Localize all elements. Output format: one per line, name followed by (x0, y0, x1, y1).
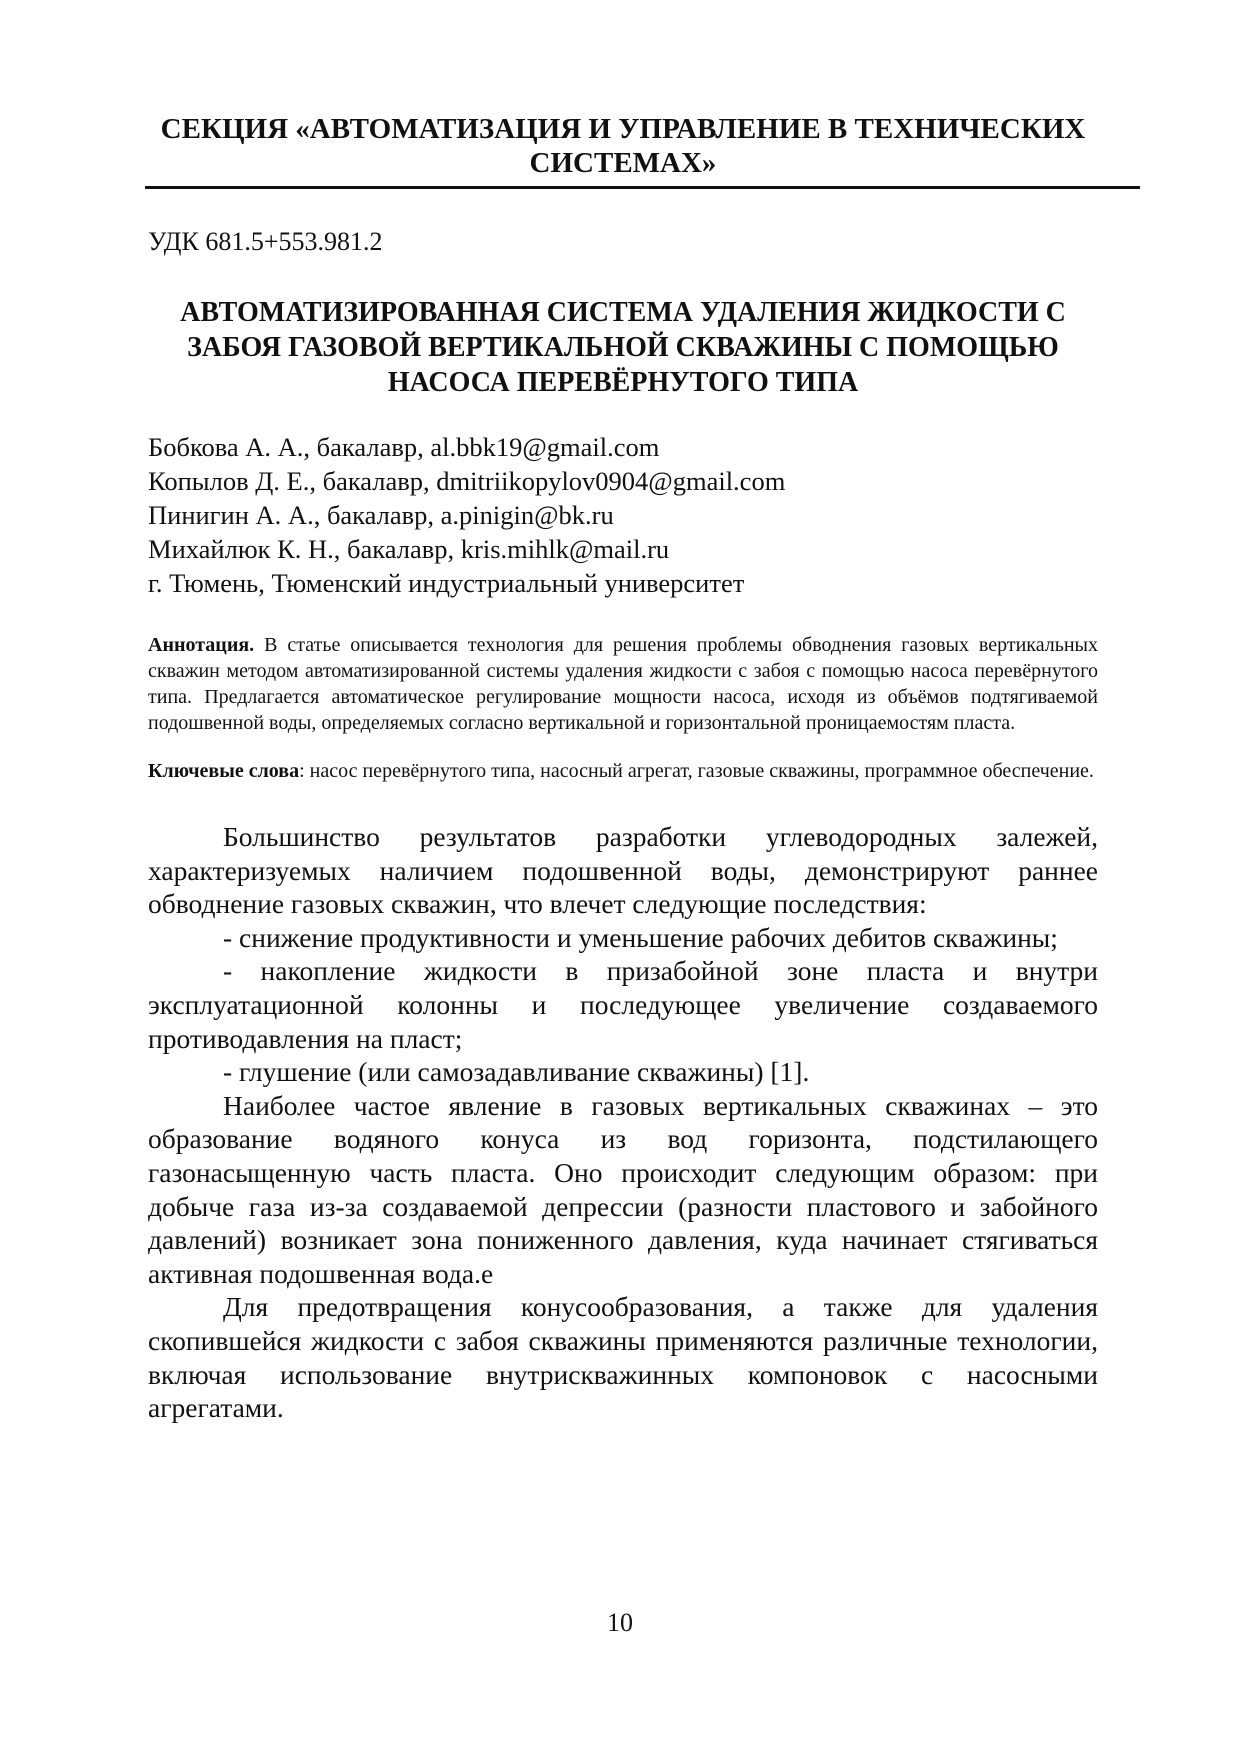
abstract-label: Аннотация. (148, 634, 255, 656)
body-paragraph: Наиболее частое явление в газовых вертикальных скважинах – это образование водяного конуса из вод горизонта, подстилающего газонасыщенную часть пласта. Оно происходит следующим образом: при добыче газа из-за создаваемой депрессии (разности пластового и забойного давлений) возникает зона пониженного давления, куда начинает стягиваться активная подошвенная вода.е (148, 1089, 1098, 1289)
body-text (148, 820, 1098, 1425)
body-paragraph: - накопление жидкости в призабойной зоне пласта и внутри эксплуатационной колонны и последующее увеличение создаваемого противодавления на пласт; (148, 955, 1098, 1054)
author-line: Бобкова А. А., бакалавр, al.bbk19@gmail.com (148, 432, 660, 462)
abstract-text: В статье описывается технология для решения проблемы обводнения газовых вертикальных скважин методом автоматизированной системы удаления жидкости с забоя с помощью насоса перевёрнутого типа. Предлагается автоматическое регулирование мощности насоса, исходя из объёмов подтягиваемой подошвенной воды, определяемых согласно вертикальной и горизонтальной проницаемостям пласта. (148, 634, 1098, 734)
article-title: АВТОМАТИЗИРОВАННАЯ СИСТЕМА УДАЛЕНИЯ ЖИДКОСТИ С ЗАБОЯ ГАЗОВОЙ ВЕРТИКАЛЬНОЙ СКВАЖИНЫ С ПОМОЩЬЮ НАСОСА ПЕРЕВЁРНУТОГО ТИПА (180, 297, 1066, 398)
keywords (148, 758, 1098, 784)
keywords-label: Ключевые слова (148, 760, 300, 782)
author-line: Копылов Д. Е., бакалавр, dmitriikopylov0904@gmail.com (148, 466, 786, 496)
author-line: Пинигин А. А., бакалавр, a.pinigin@bk.ru (148, 500, 614, 530)
affiliation-line: г. Тюмень, Тюменский индустриальный университет (148, 568, 745, 598)
section-title: СЕКЦИЯ «АВТОМАТИЗАЦИЯ И УПРАВЛЕНИЕ В ТЕХНИЧЕСКИХ СИСТЕМАХ» (160, 113, 1086, 179)
udk-code: УДК 681.5+553.981.2 (148, 227, 383, 256)
author-line: Михайлюк К. Н., бакалавр, kris.mihlk@mail.ru (148, 534, 670, 564)
body-paragraph: - глушение (или самозадавливание скважины) [1]. (223, 1056, 810, 1088)
page-number: 10 (607, 1608, 633, 1637)
keywords-text: : насос перевёрнутого типа, насосный агрегат, газовые скважины, программное обеспечение. (299, 760, 1094, 782)
body-paragraph: Для предотвращения конусообразования, а также для удаления скопившейся жидкости с забоя скважины применяются различные технологии, включая использование внутрискважинных компоновок с насосными агрегатами. (148, 1291, 1098, 1424)
abstract (148, 632, 1098, 736)
body-paragraph: Большинство результатов разработки углеводородных залежей, характеризуемых наличием подошвенной воды, демонстрируют раннее обводнение газовых скважин, что влечет следующие последствия: (148, 821, 1098, 920)
section-divider (145, 186, 1140, 189)
body-paragraph: - снижение продуктивности и уменьшение рабочих дебитов скважины; (223, 921, 1058, 953)
authors-block (148, 430, 1098, 600)
